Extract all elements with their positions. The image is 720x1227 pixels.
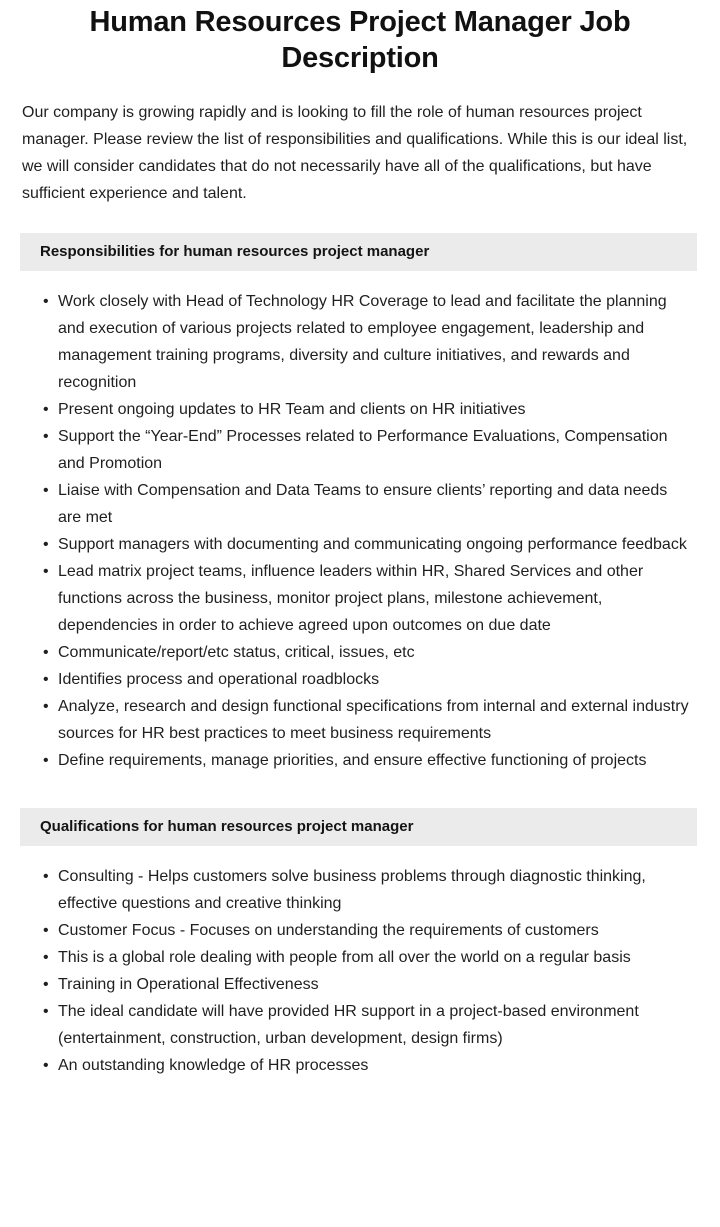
list-item: • Analyze, research and design functional specifications from internal and external industry sources for HR best practices to meet business requirements (43, 693, 692, 747)
list-item: • An outstanding knowledge of HR processes (43, 1052, 692, 1079)
intro-paragraph: Our company is growing rapidly and is looking to fill the role of human resources project manager. Please review the list of responsibilities and qualifications. While this is our ideal list, we will consider candidates that do not necessarily have all of the qualifications, but have sufficient experience and talent. (22, 104, 688, 202)
section-qualifications (0, 808, 720, 1079)
bullet-list-qualifications (0, 846, 720, 1079)
page-title: Human Resources Project Manager Job Description (89, 6, 631, 74)
list-item: • Lead matrix project teams, influence leaders within HR, Shared Services and other functions across the business, monitor project plans, milestone achievement, dependencies in order to achieve agreed upon outcomes on due date (43, 558, 692, 639)
list-item: • Support the “Year-End” Processes related to Performance Evaluations, Compensation and Promotion (43, 423, 692, 477)
section-header-responsibilities: Responsibilities for human resources project manager (20, 233, 697, 271)
section-header-qualifications: Qualifications for human resources project manager (20, 808, 697, 846)
list-item: • This is a global role dealing with people from all over the world on a regular basis (43, 944, 692, 971)
list-item: • Identifies process and operational roadblocks (43, 666, 692, 693)
list-item: • Consulting - Helps customers solve business problems through diagnostic thinking, effective questions and creative thinking (43, 863, 692, 917)
bullet-list-responsibilities (0, 271, 720, 774)
sections-container (0, 233, 720, 1079)
list-item: • The ideal candidate will have provided HR support in a project-based environment (entertainment, construction, urban development, design firms) (43, 998, 692, 1052)
bottom-spacer (0, 1079, 720, 1101)
list-item: • Define requirements, manage priorities, and ensure effective functioning of projects (43, 747, 692, 774)
list-item: • Present ongoing updates to HR Team and clients on HR initiatives (43, 396, 692, 423)
list-item: • Support managers with documenting and communicating ongoing performance feedback (43, 531, 692, 558)
list-item: • Customer Focus - Focuses on understanding the requirements of customers (43, 917, 692, 944)
section-responsibilities (0, 233, 720, 774)
list-item: • Communicate/report/etc status, critical, issues, etc (43, 639, 692, 666)
list-item: • Liaise with Compensation and Data Teams to ensure clients’ reporting and data needs are met (43, 477, 692, 531)
list-item: • Work closely with Head of Technology HR Coverage to lead and facilitate the planning and execution of various projects related to employee engagement, leadership and management training programs, diversity and culture initiatives, and rewards and recognition (43, 288, 692, 396)
list-item: • Training in Operational Effectiveness (43, 971, 692, 998)
